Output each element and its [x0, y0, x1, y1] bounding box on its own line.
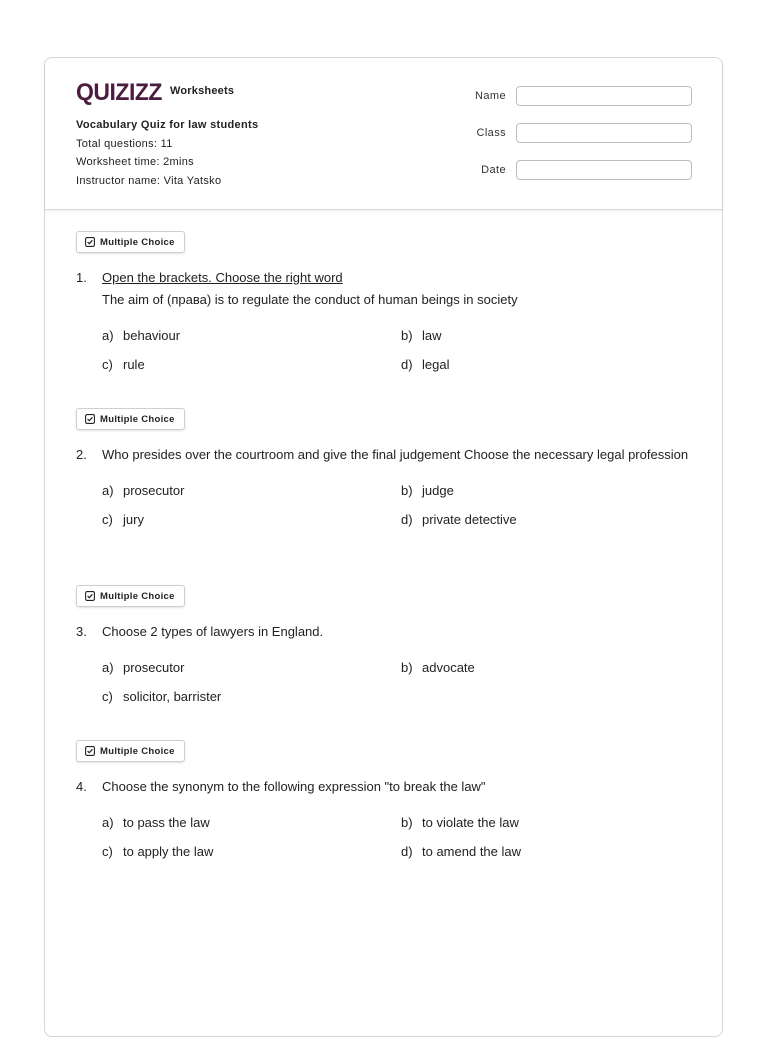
- question-line: [76, 776, 696, 798]
- question-number: 3.: [76, 624, 87, 639]
- question-type-badge: [76, 231, 185, 253]
- question-text: Choose the synonym to the following expression "to break the law": [102, 779, 486, 794]
- question-type-label: Multiple Choice: [100, 236, 175, 248]
- svg-text:QUIZIZZ: QUIZIZZ: [76, 79, 162, 105]
- question-3: [76, 585, 696, 708]
- name-row: [475, 85, 692, 107]
- option-text: advocate: [422, 660, 475, 675]
- option-letter: c): [102, 512, 113, 527]
- option-letter: d): [401, 357, 413, 372]
- option-letter: a): [102, 660, 114, 675]
- option-letter: b): [401, 328, 413, 343]
- question-text: Who presides over the courtroom and give the final judgement Choose the necessary legal profession: [102, 447, 689, 462]
- date-field[interactable]: [516, 160, 692, 180]
- option-text: solicitor, barrister: [123, 689, 222, 704]
- option-d[interactable]: [401, 509, 700, 531]
- total-questions: Total questions: 11: [76, 137, 173, 150]
- option-letter: c): [102, 689, 113, 704]
- option-text: jury: [123, 512, 144, 527]
- product-name: Worksheets: [170, 85, 235, 97]
- student-fields: [475, 85, 692, 196]
- worksheet-page: [44, 57, 723, 1037]
- name-field[interactable]: [516, 86, 692, 106]
- option-text: legal: [422, 357, 450, 372]
- option-text: to pass the law: [123, 815, 210, 830]
- answer-options: [102, 812, 696, 863]
- question-number: 4.: [76, 779, 87, 794]
- option-letter: a): [102, 328, 114, 343]
- question-line: [76, 621, 696, 643]
- question-1: [76, 231, 696, 376]
- option-text: to amend the law: [422, 844, 522, 859]
- option-a[interactable]: [102, 812, 401, 834]
- brand: [76, 79, 234, 105]
- option-c[interactable]: [102, 841, 401, 863]
- question-type-label: Multiple Choice: [100, 413, 175, 425]
- option-text: law: [422, 328, 442, 343]
- worksheet-title: Vocabulary Quiz for law students: [76, 119, 259, 131]
- option-letter: b): [401, 815, 413, 830]
- worksheet-header: [45, 58, 722, 210]
- option-text: rule: [123, 357, 145, 372]
- question-number: 2.: [76, 447, 87, 462]
- option-letter: b): [401, 660, 413, 675]
- option-c[interactable]: [102, 354, 401, 376]
- question-type-badge: [76, 585, 185, 607]
- question-text: [102, 267, 696, 311]
- question-type-badge: [76, 408, 185, 430]
- option-b[interactable]: [401, 812, 700, 834]
- instructor-name: Instructor name: Vita Yatsko: [76, 174, 222, 187]
- question-4: [76, 740, 696, 863]
- checkbox-icon: [85, 414, 95, 424]
- class-field[interactable]: [516, 123, 692, 143]
- option-letter: a): [102, 815, 114, 830]
- option-a[interactable]: [102, 657, 401, 679]
- class-row: [475, 122, 692, 144]
- question-line: [76, 444, 696, 466]
- checkbox-icon: [85, 746, 95, 756]
- question-type-badge: [76, 740, 185, 762]
- question-text: Choose 2 types of lawyers in England.: [102, 624, 324, 639]
- question-number: 1.: [76, 270, 87, 285]
- worksheet-meta: [76, 116, 258, 190]
- worksheet-time: Worksheet time: 2mins: [76, 156, 194, 168]
- option-letter: c): [102, 357, 113, 372]
- option-letter: a): [102, 483, 114, 498]
- answer-options: [102, 480, 696, 531]
- question-type-label: Multiple Choice: [100, 745, 175, 757]
- answer-options: [102, 657, 696, 708]
- option-text: judge: [422, 483, 454, 498]
- option-a[interactable]: [102, 325, 401, 347]
- option-d[interactable]: [401, 841, 700, 863]
- option-letter: b): [401, 483, 413, 498]
- option-text: to apply the law: [123, 844, 214, 859]
- option-letter: d): [401, 512, 413, 527]
- option-b[interactable]: [401, 325, 700, 347]
- option-c[interactable]: [102, 686, 401, 708]
- option-letter: c): [102, 844, 113, 859]
- option-d[interactable]: [401, 354, 700, 376]
- quizizz-logo: [76, 79, 164, 105]
- checkbox-icon: [85, 237, 95, 247]
- option-b[interactable]: [401, 480, 700, 502]
- option-text: prosecutor: [123, 483, 185, 498]
- question-body: The aim of (права) is to regulate the conduct of human beings in society: [102, 292, 518, 307]
- option-letter: d): [401, 844, 413, 859]
- answer-options: [102, 325, 696, 376]
- option-b[interactable]: [401, 657, 700, 679]
- class-label: Class: [476, 127, 506, 139]
- option-c[interactable]: [102, 509, 401, 531]
- checkbox-icon: [85, 591, 95, 601]
- question-2: [76, 408, 696, 531]
- question-line: [76, 267, 696, 311]
- option-text: prosecutor: [123, 660, 185, 675]
- option-text: private detective: [422, 512, 517, 527]
- option-text: to violate the law: [422, 815, 519, 830]
- question-prompt: Open the brackets. Choose the right word: [102, 270, 343, 285]
- name-label: Name: [475, 90, 506, 102]
- date-row: [475, 159, 692, 181]
- question-type-label: Multiple Choice: [100, 590, 175, 602]
- date-label: Date: [481, 164, 506, 176]
- option-a[interactable]: [102, 480, 401, 502]
- option-text: behaviour: [123, 328, 181, 343]
